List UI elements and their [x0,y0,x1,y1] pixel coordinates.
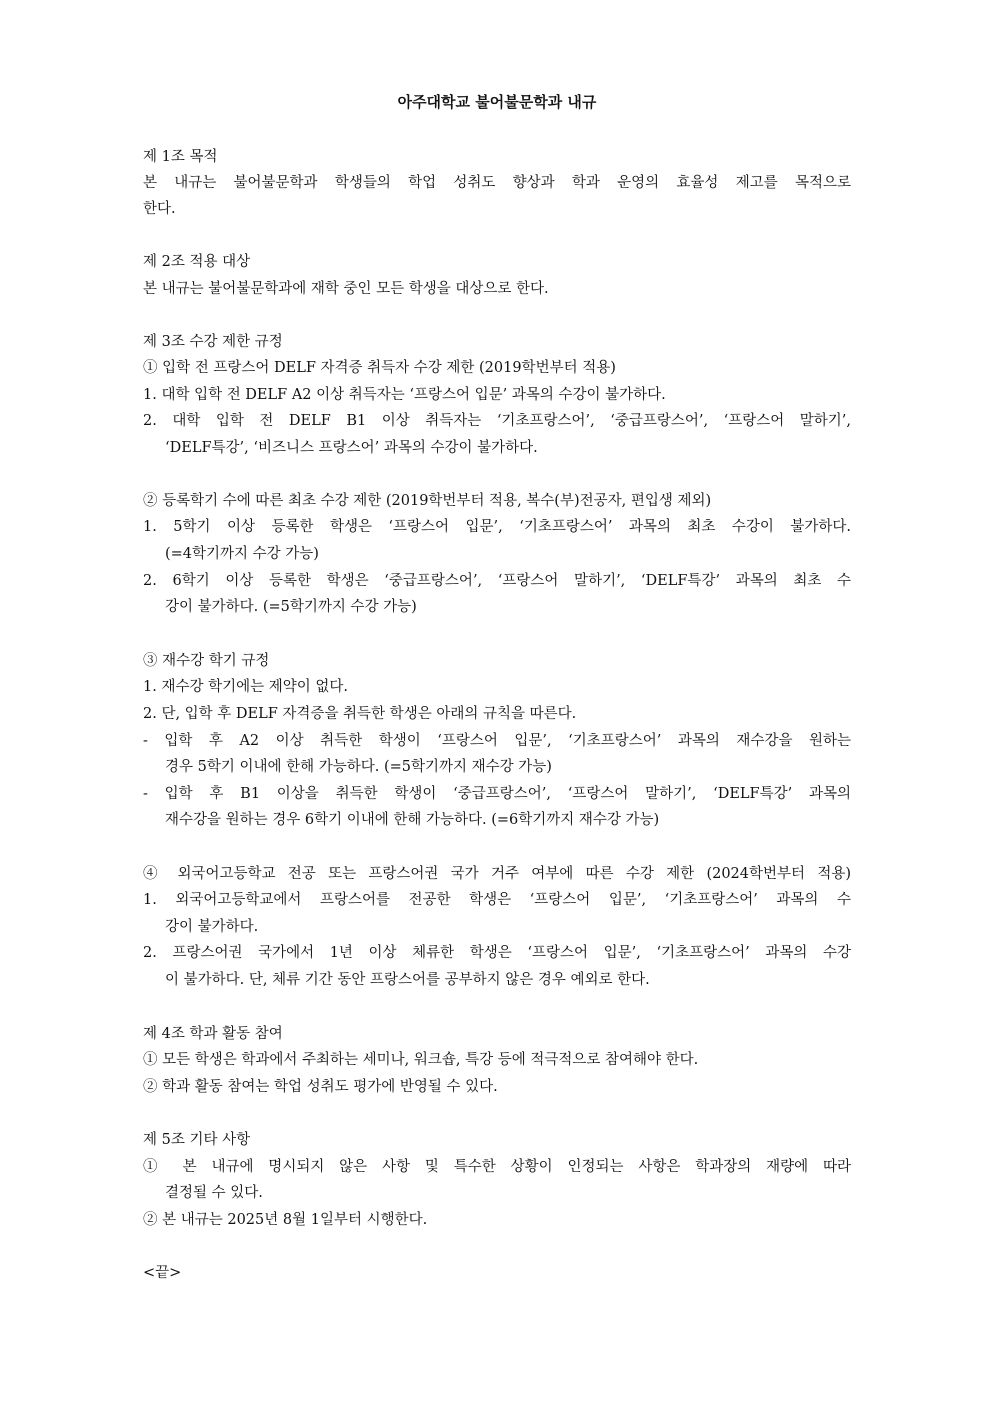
article-3-section-2-line: (=4학기까지 수강 가능) [165,546,319,562]
article-1-line: 한다. [143,201,176,217]
article-3-heading: 제 3조 수강 제한 규정 [143,334,283,350]
article-2-heading: 제 2조 적용 대상 [143,254,251,270]
article-4-line: ① 모든 학생은 학과에서 주최하는 세미나, 워크숍, 특강 등에 적극적으로 참여해야 한다. [143,1052,699,1068]
document-title: 아주대학교 불어불문학과 내규 [397,93,597,111]
article-4-line: ② 학과 활동 참여는 학업 성취도 평가에 반영될 수 있다. [143,1079,498,1095]
article-3-section-2-title: ② 등록학기 수에 따른 최초 수강 제한 (2019학번부터 적용, 복수(부)전공자, 편입생 제외) [143,493,712,509]
article-3-section-4-line: 1. 외국어고등학교에서 프랑스어를 전공한 학생은 ‘프랑스어 입문’, ‘기초프랑스어’ 과목의 수 [143,892,851,908]
article-3-section-4-line: 이 불가하다. 단, 체류 기간 동안 프랑스어를 공부하지 않은 경우 예외로 한다. [165,972,650,988]
article-3-section-1-line: ‘DELF특강’, ‘비즈니스 프랑스어’ 과목의 수강이 불가하다. [165,440,538,456]
article-5-line: 결정될 수 있다. [165,1185,263,1201]
article-3-section-1-line: 1. 대학 입학 전 DELF A2 이상 취득자는 ‘프랑스어 입문’ 과목의 수강이 불가하다. [143,387,666,403]
article-3-section-2-line: 1. 5학기 이상 등록한 학생은 ‘프랑스어 입문’, ‘기초프랑스어’ 과목의 최초 수강이 불가하다. [143,519,851,535]
article-3-section-3-title: ③ 재수강 학기 규정 [143,653,270,669]
article-5-heading: 제 5조 기타 사항 [143,1132,251,1148]
article-3-section-3-line: 1. 재수강 학기에는 제약이 없다. [143,679,348,695]
article-3-section-4-line: 강이 불가하다. [165,919,259,935]
article-5-line: ① 본 내규에 명시되지 않은 사항 및 특수한 상황이 인정되는 사항은 학과장의 재량에 따라 [143,1159,851,1175]
article-3-section-2-line: 강이 불가하다. (=5학기까지 수강 가능) [165,599,417,615]
article-3-section-3-line: - 입학 후 A2 이상 취득한 학생이 ‘프랑스어 입문’, ‘기초프랑스어’ 과목의 재수강을 원하는 [143,733,851,749]
article-1-heading: 제 1조 목적 [143,149,218,165]
article-3-section-4-line: 2. 프랑스어권 국가에서 1년 이상 체류한 학생은 ‘프랑스어 입문’, ‘기초프랑스어’ 과목의 수강 [143,945,851,961]
end-mark: <끝> [143,1265,182,1281]
article-3-section-1-title: ① 입학 전 프랑스어 DELF 자격증 취득자 수강 제한 (2019학번부터 적용) [143,360,616,376]
article-3-section-1-line: 2. 대학 입학 전 DELF B1 이상 취득자는 ‘기초프랑스어’, ‘중급프랑스어’, ‘프랑스어 말하기’, [143,413,851,429]
article-3-section-3-line: - 입학 후 B1 이상을 취득한 학생이 ‘중급프랑스어’, ‘프랑스어 말하기’, ‘DELF특강’ 과목의 [143,786,851,802]
article-2-line: 본 내규는 불어불문학과에 재학 중인 모든 학생을 대상으로 한다. [143,281,549,297]
article-3-section-3-line: 재수강을 원하는 경우 6학기 이내에 한해 가능하다. (=6학기까지 재수강 가능) [165,812,660,828]
article-4-heading: 제 4조 학과 활동 참여 [143,1026,283,1042]
article-3-section-3-line: 2. 단, 입학 후 DELF 자격증을 취득한 학생은 아래의 규칙을 따른다. [143,706,577,722]
article-3-section-4-title: ④ 외국어고등학교 전공 또는 프랑스어권 국가 거주 여부에 따른 수강 제한 (2024학번부터 적용) [143,866,851,882]
article-3-section-2-line: 2. 6학기 이상 등록한 학생은 ‘중급프랑스어’, ‘프랑스어 말하기’, ‘DELF특강’ 과목의 최초 수 [143,573,851,589]
article-5-line: ② 본 내규는 2025년 8월 1일부터 시행한다. [143,1212,428,1228]
article-3-section-3-line: 경우 5학기 이내에 한해 가능하다. (=5학기까지 재수강 가능) [165,759,552,775]
article-1-line: 본 내규는 불어불문학과 학생들의 학업 성취도 향상과 학과 운영의 효율성 제고를 목적으로 [143,175,851,191]
